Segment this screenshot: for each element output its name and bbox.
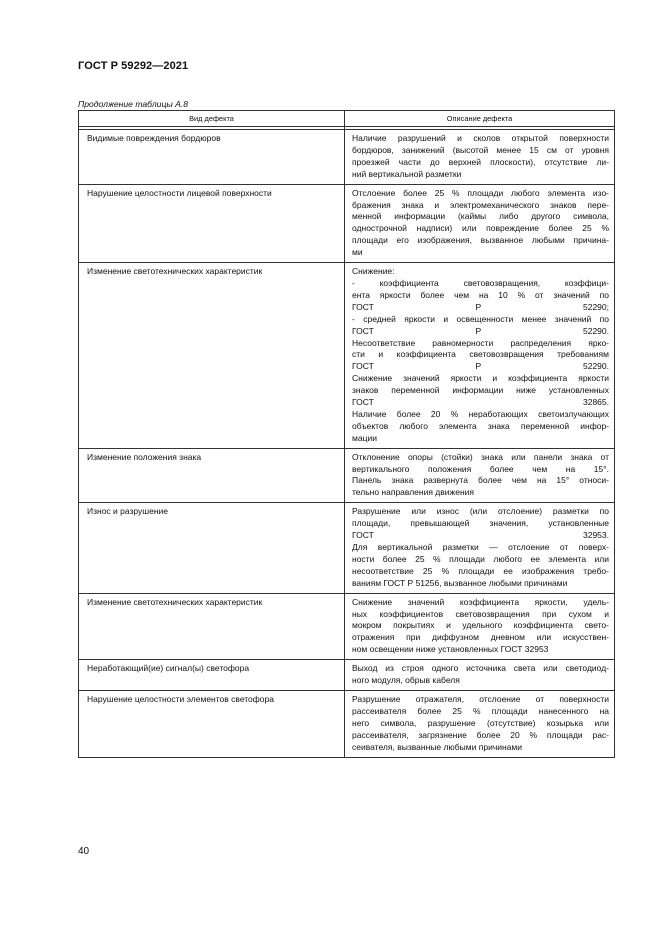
defect-description-cell [345, 660, 615, 691]
description-line: Наличие разрушений и сколов открытой поверхности [352, 133, 609, 143]
description-line: ми [352, 247, 363, 258]
description-line: Выход из строя одного источника света или светодиод- [352, 663, 609, 674]
description-line: мации [352, 432, 377, 443]
description-line: отражения при диффузном дневном или искусствен- [352, 632, 609, 643]
table-caption: Продолжение таблицы А.8 [78, 99, 188, 109]
defect-kind-cell: Видимые повреждения бордюров [79, 130, 345, 185]
defect-description-cell [345, 448, 615, 503]
table-row [79, 660, 615, 691]
description-line: площади его изображения, вызванное любыми причина- [352, 235, 609, 246]
description-line: - коэффициента световозвращения, коэффици- [352, 277, 609, 288]
description-line: Отклонение опоры (стойки) знака или панели знака от [352, 451, 609, 462]
description-line: Снижение значений яркости и коэффициента яркости [352, 373, 609, 384]
description-line: ваниям ГОСТ Р 51256, вызванное любыми причинами [352, 577, 568, 588]
description-line: ных коэффициентов световозвращения при сухом и [352, 608, 609, 619]
description-line: Отслоение более 25 % площади любого элемента изо- [352, 187, 609, 198]
description-line: мокром покрытиях и удельного коэффициента свето- [352, 620, 609, 631]
description-line: рассеивателя более 25 % площади нанесенного на [352, 705, 609, 716]
defect-kind-cell: Износ и разрушение [79, 503, 345, 593]
table-row [79, 448, 615, 503]
description-line: бражения знака и электромеханического знаков пере- [352, 199, 609, 210]
description-line: - средней яркости и освещенности менее значений по [352, 313, 609, 324]
table-body [79, 127, 615, 758]
table-row [79, 593, 615, 660]
description-line: ента яркости более чем на 10 % от значений по [352, 289, 609, 300]
description-line: ГОСТ 32953. [352, 530, 609, 541]
defect-kind-cell: Изменение светотехнических характеристик [79, 263, 345, 449]
description-line: ГОСТ Р 52290; [352, 301, 609, 312]
description-line: менной информации (каймы либо другого символа, [352, 211, 609, 222]
description-line: ГОСТ Р 52290. [352, 361, 609, 372]
table-header-row [79, 111, 615, 127]
description-line: Несоответствие равномерности распределения ярко- [352, 337, 609, 348]
table-row [79, 503, 615, 593]
defect-description-cell [345, 263, 615, 449]
description-line: Снижение: [352, 266, 395, 277]
defect-kind-cell: Изменение положения знака [79, 448, 345, 503]
table-row [79, 130, 615, 185]
description-line: Снижение значений коэффициента яркости, удель- [352, 596, 609, 607]
defects-table [78, 110, 615, 758]
defect-kind-cell: Неработающий(ие) сигнал(ы) светофора [79, 660, 345, 691]
page-number: 40 [78, 846, 90, 857]
defect-kind-cell: Нарушение целостности элементов светофора [79, 690, 345, 757]
description-line: площади, превышающей значения, установленные [352, 518, 609, 529]
description-line: него символа, разрушение (отсутствие) козырька или [352, 717, 609, 728]
description-line: ном освещении ниже установленных ГОСТ 32953 [352, 644, 549, 655]
defect-description-cell [345, 130, 615, 185]
description-line: Разрушение отражателя, отслоение от поверхности [352, 693, 609, 704]
document-code: ГОСТ Р 59292—2021 [78, 60, 189, 72]
table-row [79, 263, 615, 449]
description-line: сти и коэффициента световозвращения требованиям [352, 349, 609, 360]
description-line: несоответствие 25 % площади ее изображения требо- [352, 565, 609, 576]
description-line: Наличие более 20 % неработающих светоизлучающих [352, 408, 609, 419]
description-line: ГОСТ 32865. [352, 397, 609, 408]
description-line: тельно направления движения [352, 487, 474, 498]
description-line: Панель знака развернута более чем на 15° относи- [352, 475, 609, 486]
description-line: Для вертикальной разметки — отслоение от поверх- [352, 542, 609, 552]
column-header-description: Описание дефекта [345, 111, 615, 127]
table-row [79, 184, 615, 262]
description-line: знаков переменной информации ниже установленных [352, 385, 609, 396]
table-row [79, 690, 615, 757]
description-line: вертикального положения более чем на 15°. [352, 463, 609, 474]
description-line: ного модуля, обрыв кабеля [352, 675, 460, 686]
description-line: объектов любого элемента знака переменной инфор- [352, 420, 609, 431]
description-line: проезжей части до верхней плоскости), отсутствие ли- [352, 156, 609, 167]
description-line: Разрушение или износ (или отслоение) разметки по [352, 506, 609, 517]
description-line: однострочной надписи) или повреждение более 25 % [352, 223, 609, 234]
defect-description-cell [345, 503, 615, 593]
defect-description-cell [345, 593, 615, 660]
column-header-kind: Вид дефекта [79, 111, 345, 127]
description-line: сеивателя, вызванные любыми причинами [352, 741, 523, 752]
defect-kind-cell: Нарушение целостности лицевой поверхности [79, 184, 345, 262]
defect-description-cell [345, 690, 615, 757]
description-line: ности более 25 % площади любого ее элемента или [352, 553, 609, 564]
description-line: ний вертикальной разметки [352, 168, 462, 179]
description-line: бордюров, занижений (высотой менее 15 см от уровня [352, 144, 609, 155]
defect-kind-cell: Изменение светотехнических характеристик [79, 593, 345, 660]
defect-description-cell [345, 184, 615, 262]
description-line: ГОСТ Р 52290. [352, 325, 609, 336]
description-line: рассеивателя, загрязнение более 20 % площади рас- [352, 729, 609, 740]
